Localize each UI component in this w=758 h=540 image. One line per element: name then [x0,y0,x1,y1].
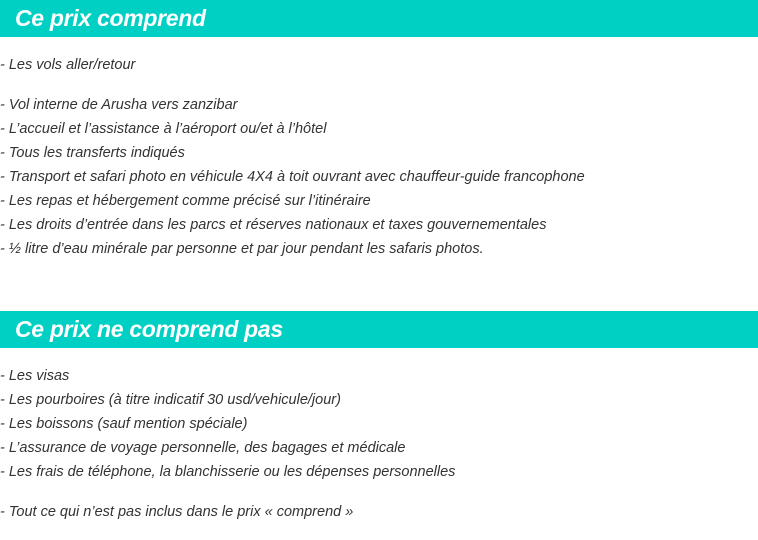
excluded-title: Ce prix ne comprend pas [15,316,283,342]
included-item-park-fees: - Les droits d’entrée dans les parcs et réserves nationaux et taxes gouvernementales [0,217,547,233]
included-item-internal-flight: - Vol interne de Arusha vers zanzibar [0,97,238,113]
included-item-welcome: - L’accueil et l’assistance à l’aéroport ou/et à l’hôtel [0,121,327,137]
excluded-header [0,311,758,348]
excluded-item-visas: - Les visas [0,368,70,384]
included-title: Ce prix comprend [15,5,206,31]
included-item-transfers: - Tous les transferts indiqués [0,145,185,161]
included-item-water: - ½ litre d’eau minérale par personne et par jour pendant les safaris photos. [0,241,484,257]
excluded-item-personal-expenses: - Les frais de téléphone, la blanchisserie ou les dépenses personnelles [0,464,456,480]
excluded-item-tips: - Les pourboires (à titre indicatif 30 usd/vehicule/jour) [0,392,341,408]
included-item-transport-safari: - Transport et safari photo en véhicule 4X4 à toit ouvrant avec chauffeur-guide francophone [0,169,585,185]
included-item-meals-lodging: - Les repas et hébergement comme précisé sur l’itinéraire [0,193,371,209]
excluded-item-drinks: - Les boissons (sauf mention spéciale) [0,416,248,432]
included-header [0,0,758,37]
excluded-item-insurance: - L’assurance de voyage personnelle, des bagages et médicale [0,440,406,456]
included-item-flights: - Les vols aller/retour [0,57,136,73]
excluded-item-everything-else: - Tout ce qui n’est pas inclus dans le prix « comprend » [0,504,354,520]
